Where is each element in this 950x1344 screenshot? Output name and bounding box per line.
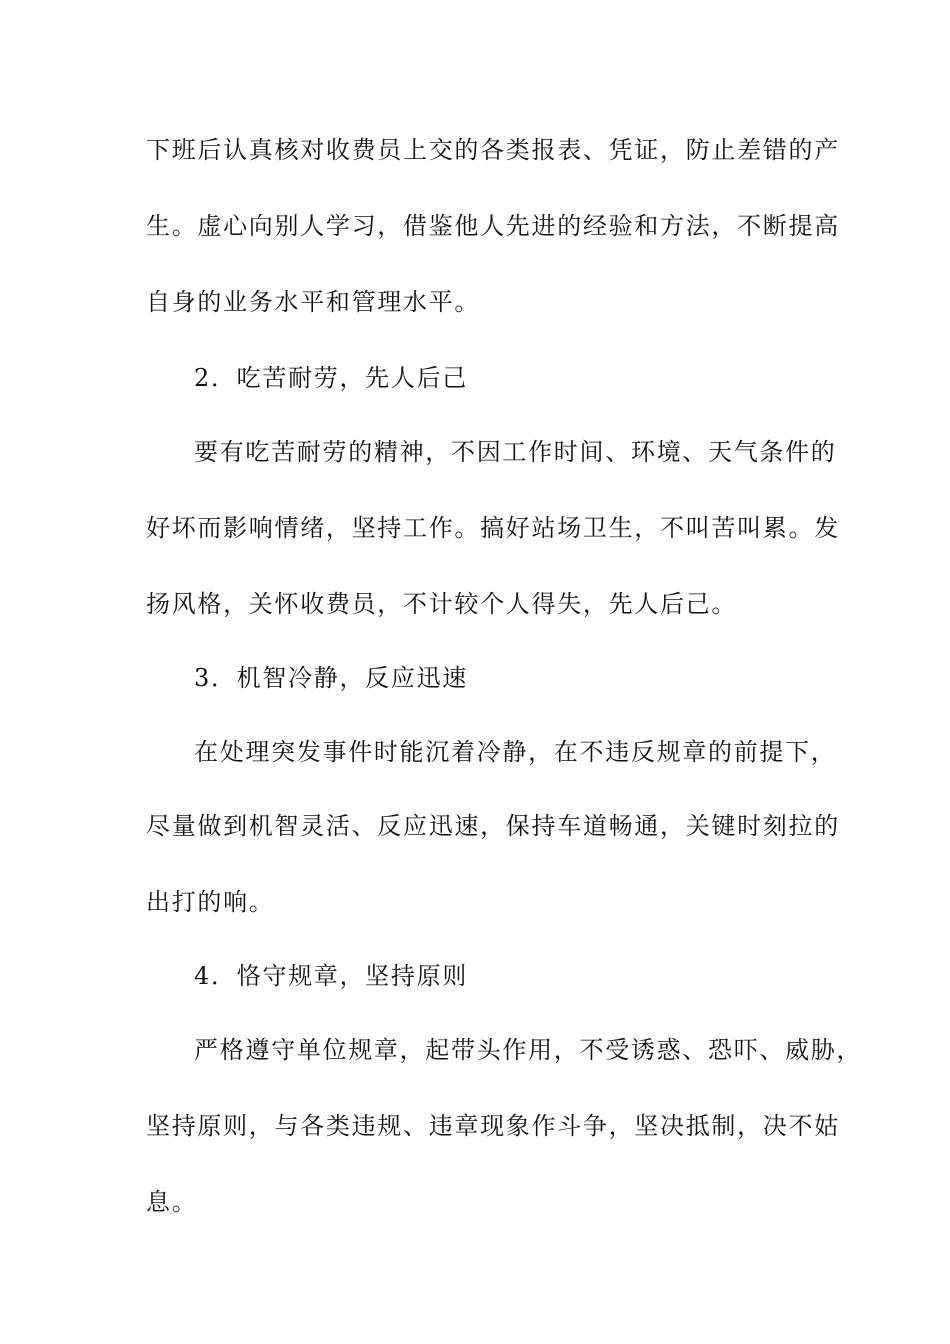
paragraph-line: 下班后认真核对收费员上交的各类报表、凭证，防止差错的产 [146, 136, 840, 164]
paragraph-line: 尽量做到机智灵活、反应迅速，保持车道畅通，关键时刻拉的 [146, 812, 840, 840]
section-heading-4: 4．恪守规章，坚持原则 [194, 962, 468, 990]
paragraph-line: 坚持原则，与各类违规、违章现象作斗争，坚决抵制，决不姑 [146, 1112, 840, 1140]
paragraph-line: 在处理突发事件时能沉着冷静，在不违反规章的前提下， [194, 738, 837, 766]
paragraph-line: 息。 [146, 1188, 198, 1216]
paragraph-line: 要有吃苦耐劳的精神，不因工作时间、环境、天气条件的 [194, 438, 837, 466]
section-heading-2: 2．吃苦耐劳，先人后己 [194, 364, 468, 392]
paragraph-line: 扬风格，关怀收费员，不计较个人得失，先人后己。 [146, 590, 738, 618]
paragraph-line: 生。虚心向别人学习，借鉴他人先进的经验和方法，不断提高 [146, 212, 840, 240]
paragraph-line: 自身的业务水平和管理水平。 [146, 288, 481, 316]
paragraph-line: 严格遵守单位规章，起带头作用，不受诱惑、恐吓、威胁， [194, 1036, 863, 1064]
section-heading-3: 3．机智冷静，反应迅速 [194, 664, 468, 692]
paragraph-line: 好坏而影响情绪，坚持工作。搞好站场卫生，不叫苦叫累。发 [146, 514, 840, 542]
paragraph-line: 出打的响。 [146, 888, 275, 916]
